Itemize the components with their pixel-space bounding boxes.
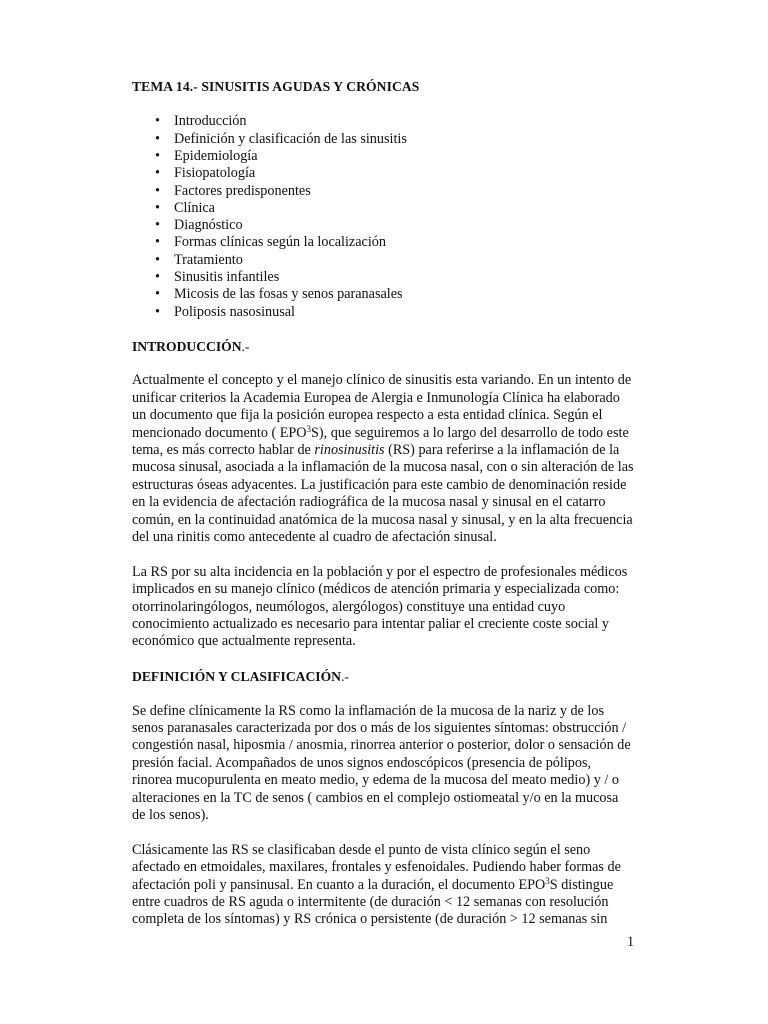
list-item bbox=[132, 183, 637, 200]
text-run: (RS) para referirse a la inflamación de la bbox=[384, 441, 620, 458]
text-line: congestión nasal, hiposmia / anosmia, rinorrea anterior o posterior, dolor o sensación de bbox=[132, 737, 631, 754]
bullet-icon: • bbox=[155, 130, 160, 147]
bullet-icon: • bbox=[155, 165, 160, 182]
document-page bbox=[132, 78, 637, 946]
table-of-contents bbox=[132, 113, 637, 321]
bullet-icon: • bbox=[155, 234, 160, 251]
bullet-icon: • bbox=[155, 286, 160, 303]
toc-item-label: Introducción bbox=[174, 113, 247, 130]
bullet-icon: • bbox=[155, 113, 160, 130]
text-line: común, en la continuidad anatómica de la mucosa nasal y sinusal, y en la alta frecuencia bbox=[132, 511, 633, 528]
text-line: Clásicamente las RS se clasificaban desde el punto de vista clínico según el seno bbox=[132, 841, 591, 858]
superscript: 3 bbox=[306, 423, 312, 434]
text-line: en la evidencia de afectación radiográfica de la mucosa nasal y sinusal en el catarro bbox=[132, 494, 606, 511]
text-line: entre cuadros de RS aguda o intermitente (de duración < 12 semanas con resolución bbox=[132, 894, 609, 911]
text-line: otorrinolaringólogos, neumólogos, alergólogos) constituye una entidad cuyo bbox=[132, 598, 566, 615]
toc-item-label: Clínica bbox=[174, 199, 215, 216]
text-run: mencionado documento ( EPO bbox=[132, 424, 307, 441]
text-line: Actualmente el concepto y el manejo clínico de sinusitis esta variando. En un intento de bbox=[132, 372, 632, 389]
text-line: Se define clínicamente la RS como la inflamación de la mucosa de la nariz y de los bbox=[132, 702, 604, 719]
text-line: alteraciones en la TC de senos ( cambios en el complejo ostiomeatal y/o en la mucosa bbox=[132, 789, 619, 806]
heading-text: DEFINICIÓN Y CLASIFICACIÓN bbox=[132, 669, 341, 685]
text-line: mucosa sinusal, asociada a la inflamación de la mucosa nasal, con o sin alteración de las bbox=[132, 459, 634, 476]
list-item bbox=[132, 217, 637, 234]
toc-item-label: Epidemiología bbox=[174, 148, 258, 164]
superscript: 3 bbox=[545, 875, 550, 886]
text-line: presión facial. Acompañados de unos signos endoscópicos (presencia de pólipos, bbox=[132, 754, 592, 771]
text-line: estructuras óseas adyacentes. La justificación para este cambio de denominación reside bbox=[132, 476, 627, 493]
text-line: La RS por su alta incidencia en la población y por el espectro de profesionales médicos bbox=[132, 563, 628, 580]
paragraph bbox=[132, 842, 637, 929]
text-line: rinorea mucopurulenta en meato medio, y edema de la mucosa del meato medio) y / o bbox=[132, 772, 619, 789]
toc-item-label: Micosis de las fosas y senos paranasales bbox=[174, 286, 403, 303]
bullet-icon: • bbox=[155, 251, 160, 268]
list-item bbox=[132, 286, 637, 303]
list-item bbox=[132, 113, 637, 130]
text-line: de los senos). bbox=[132, 806, 209, 823]
paragraph bbox=[132, 703, 637, 825]
italic-term: rinosinusitis bbox=[314, 441, 385, 458]
list-item bbox=[132, 269, 637, 286]
text-line: implicados en su manejo clínico (médicos de atención primaria y especializada como: bbox=[132, 581, 620, 598]
toc-item-label: Formas clínicas según la localización bbox=[174, 234, 386, 251]
toc-item-label: Diagnóstico bbox=[174, 217, 243, 234]
list-item bbox=[132, 148, 637, 165]
list-item bbox=[132, 165, 637, 182]
bullet-icon: • bbox=[155, 303, 160, 320]
toc-item-label: Sinusitis infantiles bbox=[174, 269, 280, 286]
text-line: afectado en etmoidales, maxilares, frontales y esfenoidales. Pudiendo haber formas de bbox=[132, 859, 621, 876]
text-line: completa de los síntomas) y RS crónica o persistente (de duración > 12 semanas sin bbox=[132, 911, 608, 928]
text-line: unificar criterios la Academia Europea de Alergia e Inmunología Clínica ha elaborado bbox=[132, 389, 620, 406]
toc-item-label: Fisiopatología bbox=[174, 165, 256, 182]
text-line: del una rinitis como antecedente al cuadro de afectación sinusal. bbox=[132, 528, 497, 545]
section-heading-definicion bbox=[132, 668, 637, 685]
text-line bbox=[132, 877, 637, 894]
text-line: un documento que fija la posición europea respecto a esta entidad clínica. Según el bbox=[132, 407, 603, 424]
list-item bbox=[132, 131, 637, 148]
text-line: conocimiento actualizado es necesario para intentar paliar el creciente coste social y bbox=[132, 615, 610, 632]
page-number: 1 bbox=[627, 934, 635, 950]
bullet-icon: • bbox=[155, 199, 160, 216]
text-run: tema, es más correcto hablar de bbox=[132, 441, 315, 458]
text-line: senos paranasales caracterizada por dos o más de los siguientes síntomas: obstrucción / bbox=[132, 720, 627, 737]
text-run: S), que seguiremos a lo largo del desarrollo de todo este bbox=[311, 424, 629, 441]
toc-item-label: Definición y clasificación de las sinusitis bbox=[174, 130, 407, 147]
heading-suffix: .- bbox=[241, 338, 250, 354]
heading-text: INTRODUCCIÓN bbox=[132, 338, 242, 354]
bullet-icon: • bbox=[155, 182, 160, 199]
text-run: S distingue bbox=[549, 876, 614, 893]
bullet-icon: • bbox=[155, 217, 160, 234]
toc-item-label: Factores predisponentes bbox=[174, 182, 311, 199]
bullet-icon: • bbox=[155, 269, 160, 286]
text-line bbox=[132, 425, 637, 442]
paragraph bbox=[132, 564, 637, 651]
section-heading-introduccion bbox=[132, 338, 637, 355]
list-item bbox=[132, 234, 637, 251]
text-run: afectación poli y pansinusal. En cuanto a la duración, el documento EPO bbox=[132, 876, 546, 893]
bullet-icon: • bbox=[155, 148, 160, 164]
text-line: económico que actualmente representa. bbox=[132, 633, 356, 650]
toc-item-label: Tratamiento bbox=[174, 251, 243, 268]
list-item bbox=[132, 252, 637, 269]
list-item bbox=[132, 200, 637, 217]
toc-item-label: Poliposis nasosinusal bbox=[174, 303, 296, 320]
paragraph bbox=[132, 372, 637, 546]
text-line bbox=[132, 442, 637, 459]
list-item bbox=[132, 304, 637, 321]
document-title: TEMA 14.- SINUSITIS AGUDAS Y CRÓNICAS bbox=[132, 79, 420, 94]
heading-suffix: .- bbox=[340, 669, 349, 685]
